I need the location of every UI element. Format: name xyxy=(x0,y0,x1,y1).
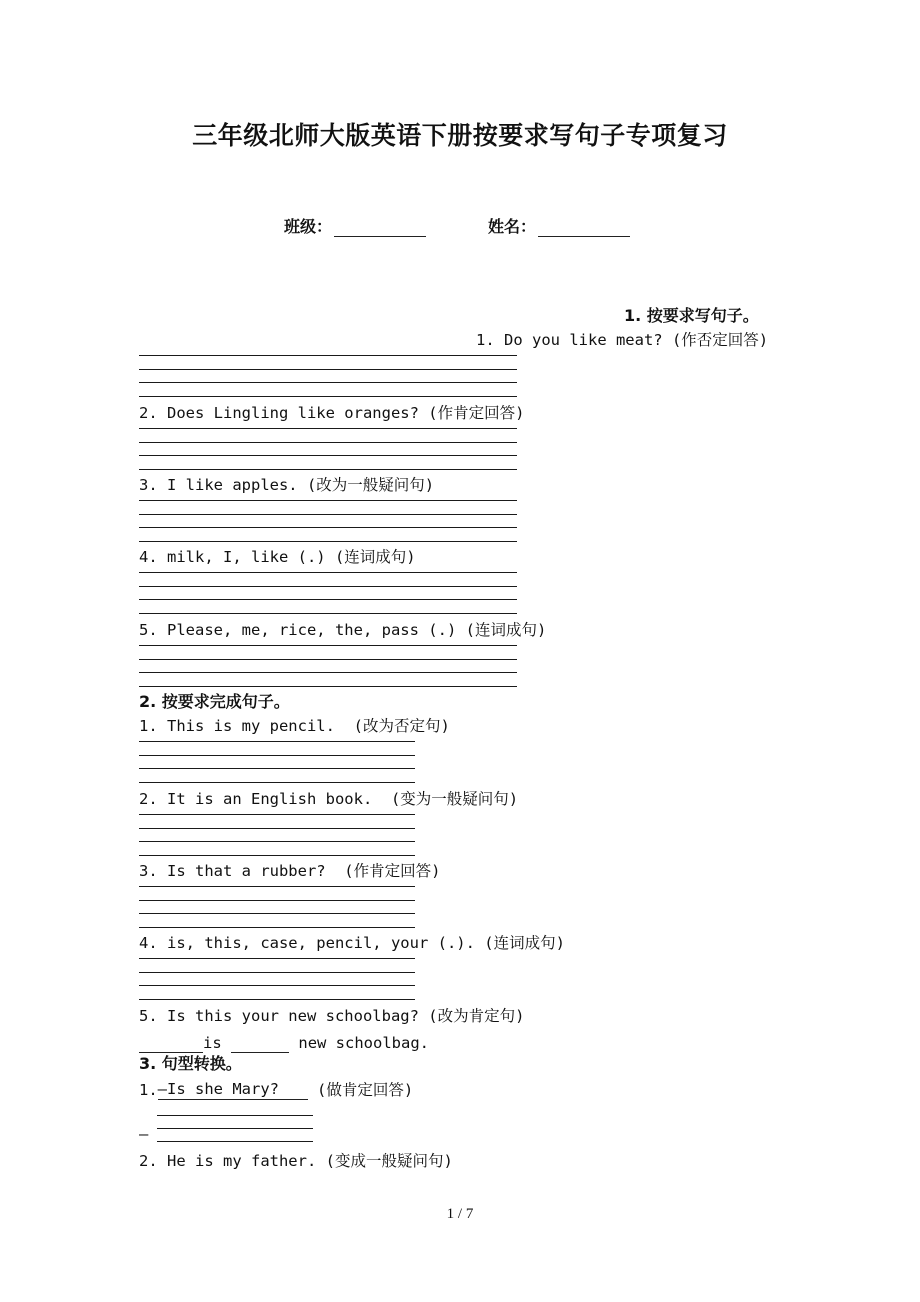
fill-word-rest: new schoolbag. xyxy=(298,1034,430,1052)
answer-line[interactable] xyxy=(139,613,517,614)
s3-q1-number: 1. xyxy=(139,1081,158,1099)
answer-line[interactable] xyxy=(139,455,517,456)
answer-line[interactable] xyxy=(139,442,517,443)
section2-heading: 2. 按要求完成句子。 xyxy=(139,692,290,711)
s3-q1-dash: — xyxy=(139,1125,149,1143)
s1-question-2: 2. Does Lingling like oranges? (作肯定回答) xyxy=(139,404,525,422)
s1-question-4: 4. milk, I, like (.) (连词成句) xyxy=(139,548,416,566)
class-label: 班级： xyxy=(284,217,333,236)
s3-q1-note: (做肯定回答) xyxy=(317,1081,414,1099)
answer-line[interactable] xyxy=(139,500,517,501)
answer-line[interactable] xyxy=(139,828,415,829)
answer-line[interactable] xyxy=(139,514,517,515)
answer-line[interactable] xyxy=(139,396,517,397)
s2-question-4: 4. is, this, case, pencil, your (.). (连词成句) xyxy=(139,934,565,952)
answer-line[interactable] xyxy=(139,599,517,600)
s2-question-3: 3. Is that a rubber? (作肯定回答) xyxy=(139,862,441,880)
s1-question-1: 1. Do you like meat? (作否定回答) xyxy=(476,331,769,349)
answer-line[interactable] xyxy=(139,755,415,756)
section1-heading: 1. 按要求写句子。 xyxy=(624,306,759,325)
answer-line[interactable] xyxy=(139,355,517,356)
s2-question-1: 1. This is my pencil. (改为否定句) xyxy=(139,717,450,735)
s1-question-3: 3. I like apples. (改为一般疑问句) xyxy=(139,476,435,494)
name-blank[interactable] xyxy=(538,220,630,237)
answer-line[interactable] xyxy=(139,369,517,370)
answer-line[interactable] xyxy=(139,999,415,1000)
answer-line[interactable] xyxy=(139,586,517,587)
class-field xyxy=(284,214,426,237)
answer-line[interactable] xyxy=(157,1141,313,1142)
s2-fill-sentence xyxy=(139,1033,429,1053)
answer-line[interactable] xyxy=(139,886,415,887)
s2-question-2: 2. It is an English book. (变为一般疑问句) xyxy=(139,790,519,808)
fill-blank[interactable] xyxy=(231,1036,289,1053)
answer-line[interactable] xyxy=(139,972,415,973)
fill-word-is: is xyxy=(203,1034,222,1052)
answer-line[interactable] xyxy=(139,927,415,928)
answer-line[interactable] xyxy=(157,1128,313,1129)
page-number: 1 / 7 xyxy=(446,1206,474,1222)
fill-blank[interactable] xyxy=(139,1036,203,1053)
answer-line[interactable] xyxy=(139,672,517,673)
answer-line[interactable] xyxy=(139,645,517,646)
class-blank[interactable] xyxy=(334,220,426,237)
answer-line[interactable] xyxy=(139,768,415,769)
answer-line[interactable] xyxy=(157,1115,313,1116)
answer-line[interactable] xyxy=(139,814,415,815)
answer-line[interactable] xyxy=(139,541,517,542)
answer-line[interactable] xyxy=(139,841,415,842)
answer-line[interactable] xyxy=(139,958,415,959)
s3-q1-question-underlined: —Is she Mary? xyxy=(158,1079,308,1100)
answer-line[interactable] xyxy=(139,527,517,528)
page-title: 三年级北师大版英语下册按要求写句子专项复习 xyxy=(192,121,728,150)
name-field xyxy=(488,214,630,237)
answer-line[interactable] xyxy=(139,382,517,383)
answer-line[interactable] xyxy=(139,659,517,660)
answer-line[interactable] xyxy=(139,686,517,687)
answer-line[interactable] xyxy=(139,469,517,470)
answer-line[interactable] xyxy=(139,855,415,856)
answer-line[interactable] xyxy=(139,985,415,986)
answer-line[interactable] xyxy=(139,913,415,914)
answer-line[interactable] xyxy=(139,428,517,429)
s1-question-5: 5. Please, me, rice, the, pass (.) (连词成句) xyxy=(139,621,547,639)
name-label: 姓名： xyxy=(488,217,537,236)
section3-heading: 3. 句型转换。 xyxy=(139,1054,242,1073)
s3-question-1 xyxy=(139,1079,413,1100)
answer-line[interactable] xyxy=(139,782,415,783)
s3-question-2: 2. He is my father. (变成一般疑问句) xyxy=(139,1152,453,1170)
answer-line[interactable] xyxy=(139,572,517,573)
answer-line[interactable] xyxy=(139,741,415,742)
s2-question-5: 5. Is this your new schoolbag? (改为肯定句) xyxy=(139,1007,525,1025)
answer-line[interactable] xyxy=(139,900,415,901)
